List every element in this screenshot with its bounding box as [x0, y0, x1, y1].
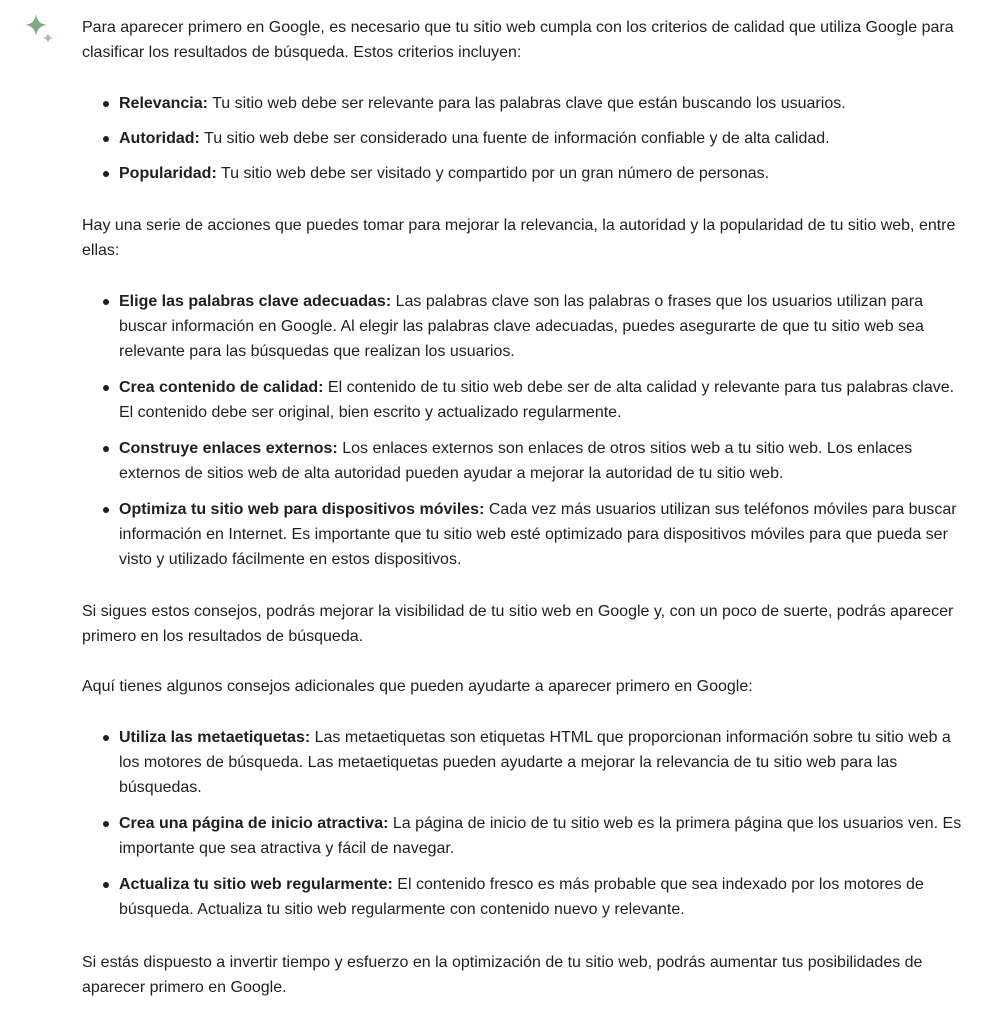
list-item — [119, 725, 962, 800]
list-item-text: Tu sitio web debe ser relevante para las palabras clave que están buscando los usuarios. — [207, 95, 846, 112]
list-item-term: Crea una página de inicio atractiva: — [119, 815, 389, 832]
list-item-text: El contenido de tu sitio web debe ser de alta calidad y relevante para tus palabras clave. El contenido debe ser original, bien escrito y actualizado regularmente. — [119, 379, 955, 421]
list-item-term: Relevancia: — [119, 95, 208, 112]
intro-paragraph: Para aparecer primero en Google, es necesario que tu sitio web cumpla con los criterios de calidad que utiliza Google para clasificar los resultados de búsqueda. Estos criterios incluyen: — [82, 19, 954, 61]
list-item-text: La página de inicio de tu sitio web es la primera página que los usuarios ven. Es importante que sea atractiva y fácil de navegar. — [119, 815, 962, 857]
list-item-term: Optimiza tu sitio web para dispositivos móviles: — [119, 501, 485, 518]
sparkle-icon — [22, 12, 56, 46]
list-item-term: Popularidad: — [119, 165, 217, 182]
list-item-text: El contenido fresco es más probable que sea indexado por los motores de búsqueda. Actualiza tu sitio web regularmente con contenido nuevo y relevante. — [119, 876, 924, 918]
extra-intro-paragraph: Aquí tienes algunos consejos adicionales que pueden ayudarte a aparecer primero en Google: — [82, 678, 753, 695]
list-item — [119, 126, 962, 151]
conclusion-paragraph: Si estás dispuesto a invertir tiempo y esfuerzo en la optimización de tu sitio web, podrás aumentar tus posibilidades de aparecer primero en Google. — [82, 954, 923, 996]
list-item-term: Crea contenido de calidad: — [119, 379, 324, 396]
summary-paragraph: Si sigues estos consejos, podrás mejorar la visibilidad de tu sitio web en Google y, con un poco de suerte, podrás aparecer primero en los resultados de búsqueda. — [82, 603, 954, 645]
list-item-text: Las palabras clave son las palabras o frases que los usuarios utilizan para buscar información en Google. Al elegir las palabras clave adecuadas, puedes asegurarte de que tu sitio web sea relevante para las búsquedas que realizan los usuarios. — [119, 293, 924, 360]
list-item — [119, 497, 962, 572]
list-item-text: Los enlaces externos son enlaces de otros sitios web a tu sitio web. Los enlaces externos de sitios web de alta autoridad pueden ayudar a mejorar la autoridad de tu sitio web. — [119, 440, 913, 482]
list-item-text: Las metaetiquetas son etiquetas HTML que proporcionan información sobre tu sitio web a los motores de búsqueda. Las metaetiquetas pueden ayudarte a mejorar la relevancia de tu sitio web para las búsquedas. — [119, 729, 951, 796]
list-item — [119, 872, 962, 922]
list-item — [119, 91, 962, 116]
actions-intro-paragraph: Hay una serie de acciones que puedes tomar para mejorar la relevancia, la autoridad y la popularidad de tu sitio web, entre ellas: — [82, 217, 956, 259]
list-item — [119, 436, 962, 486]
list-item-term: Autoridad: — [119, 130, 200, 147]
list-item-text: Cada vez más usuarios utilizan sus teléfonos móviles para buscar información en Internet. Es importante que tu sitio web esté optimizado para dispositivos móviles para que pueda ser visto y utilizado fácilmente en estos dispositivos. — [119, 501, 957, 568]
extra-tips-list — [82, 725, 962, 922]
list-item-term: Utiliza las metaetiquetas: — [119, 729, 311, 746]
list-item-term: Actualiza tu sitio web regularmente: — [119, 876, 393, 893]
list-item-text: Tu sitio web debe ser visitado y compartido por un gran número de personas. — [216, 165, 770, 182]
list-item-term: Elige las palabras clave adecuadas: — [119, 293, 392, 310]
list-item — [119, 811, 962, 861]
response-body — [82, 15, 962, 1000]
list-item — [119, 161, 962, 186]
list-item — [119, 289, 962, 364]
actions-list — [82, 289, 962, 572]
criteria-list — [82, 91, 962, 186]
list-item-term: Construye enlaces externos: — [119, 440, 338, 457]
list-item-text: Tu sitio web debe ser considerado una fuente de información confiable y de alta calidad. — [199, 130, 830, 147]
list-item — [119, 375, 962, 425]
